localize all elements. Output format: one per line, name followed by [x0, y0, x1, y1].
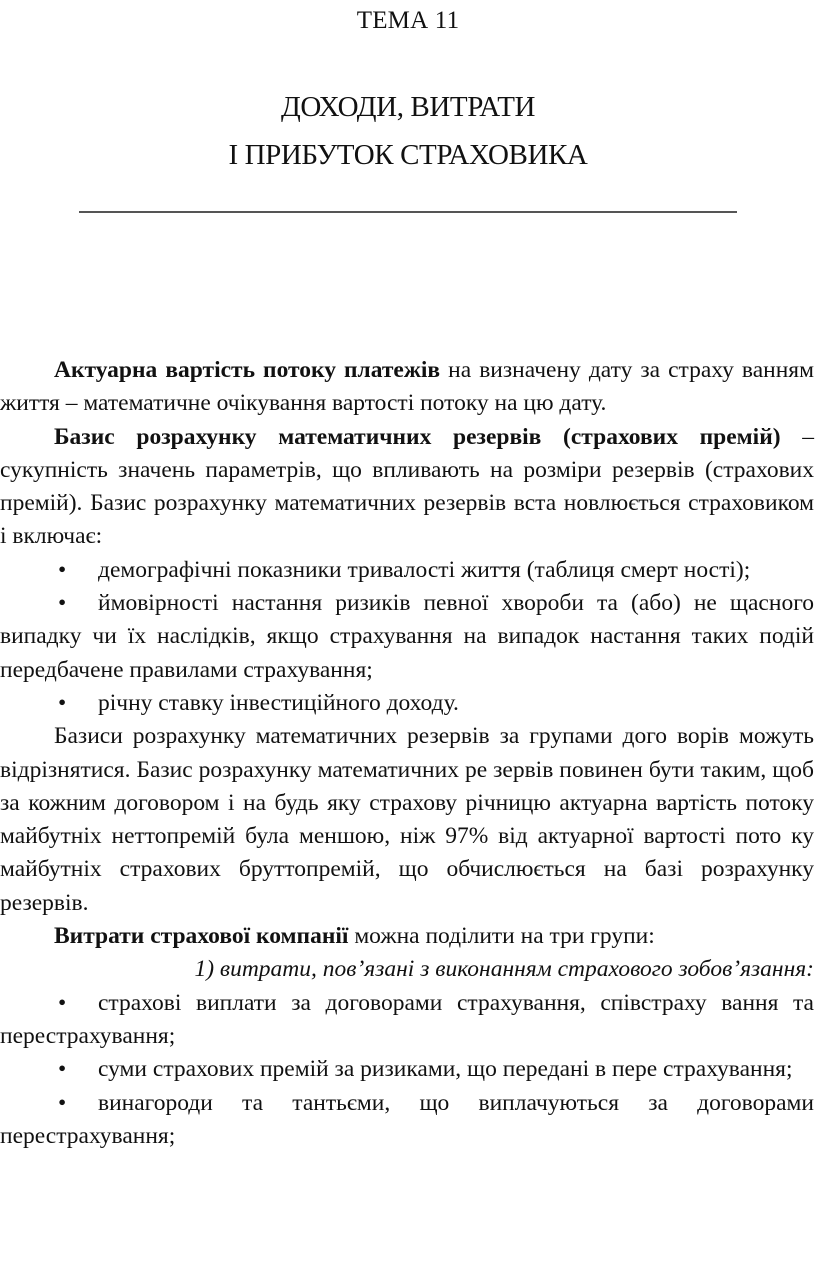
term-actuarial-value: Актуарна вартість потоку платежів	[54, 357, 441, 383]
list-item-text: страхові виплати за договорами страхування, співстраху вання та перестрахування;	[0, 989, 814, 1049]
bullet-icon: •	[58, 1089, 67, 1116]
bullet-icon: •	[58, 556, 67, 583]
list-item	[0, 554, 814, 587]
term-company-expenses: Витрати страхової компанії	[54, 923, 349, 950]
list-item	[0, 1087, 814, 1154]
chapter-title-line-1: ДОХОДИ, ВИТРАТИ	[280, 91, 536, 123]
chapter-title	[0, 83, 816, 179]
list-item	[0, 687, 814, 720]
topic-number: ТЕМА 11	[356, 7, 460, 34]
bullet-icon: •	[58, 689, 67, 716]
list-item	[0, 1053, 814, 1086]
list-item-text: демографічні показники тривалості життя (таблиця смерт ності);	[98, 556, 751, 583]
list-item-text: ймовірності настання ризиків певної хвороби та (або) не щасного випадку чи їх наслідків, якщо страхування на випадок настання таких подій передбачене правилами страхування;	[0, 590, 814, 683]
bullet-icon: •	[58, 989, 67, 1016]
expense-group-1-heading: 1) витрати, пов’язані з виконанням страхового зобов’язання:	[194, 956, 814, 983]
bullet-icon: •	[58, 1056, 67, 1083]
paragraph-company-expenses	[0, 920, 814, 953]
list-item-text: винагороди та тантьєми, що виплачуються за договорами перестрахування;	[0, 1089, 814, 1149]
paragraph-actuarial-value	[0, 354, 814, 421]
paragraph-reserve-bases-groups: Базиси розрахунку математичних резервів за групами дого ворів можуть відрізнятися. Базис розрахунку математичних ре зервів повинен бути таким, щоб за кожним договором і на будь яку страхову річницю актуарна вартість потоку майбутніх неттопремій була меншою, ніж 97% від актуарної вартості пото ку майбутніх страхових бруттопремій, що обчислюється на базі розрахунку резервів.	[0, 723, 814, 916]
paragraph-company-expenses-rest: можна поділити на три групи:	[348, 923, 655, 950]
title-divider	[79, 211, 737, 213]
chapter-title-line-2: І ПРИБУТОК СТРАХОВИКА	[228, 139, 588, 171]
body-text	[0, 354, 814, 1153]
paragraph-reserve-basis	[0, 421, 814, 554]
bullet-icon: •	[58, 590, 67, 617]
list-item-text: суми страхових премій за ризиками, що передані в пере страхування;	[98, 1056, 793, 1083]
list-item	[0, 587, 814, 687]
list-item	[0, 987, 814, 1054]
list-item-text: річну ставку інвестиційного доходу.	[98, 689, 459, 716]
term-reserve-basis: Базис розрахунку математичних резервів (страхових премій)	[54, 423, 781, 450]
definition-actuarial-value: на визначену дату за страху ванням життя – математичне очікування вартості потоку на цю дату.	[0, 357, 814, 417]
paragraph-expense-group-1	[0, 953, 814, 986]
definition-reserve-basis: – сукупність значень параметрів, що впливають на розміри резервів (страхових премій). Базис розрахунку математичних резервів вста новлюється страховиком і включає:	[0, 423, 814, 550]
